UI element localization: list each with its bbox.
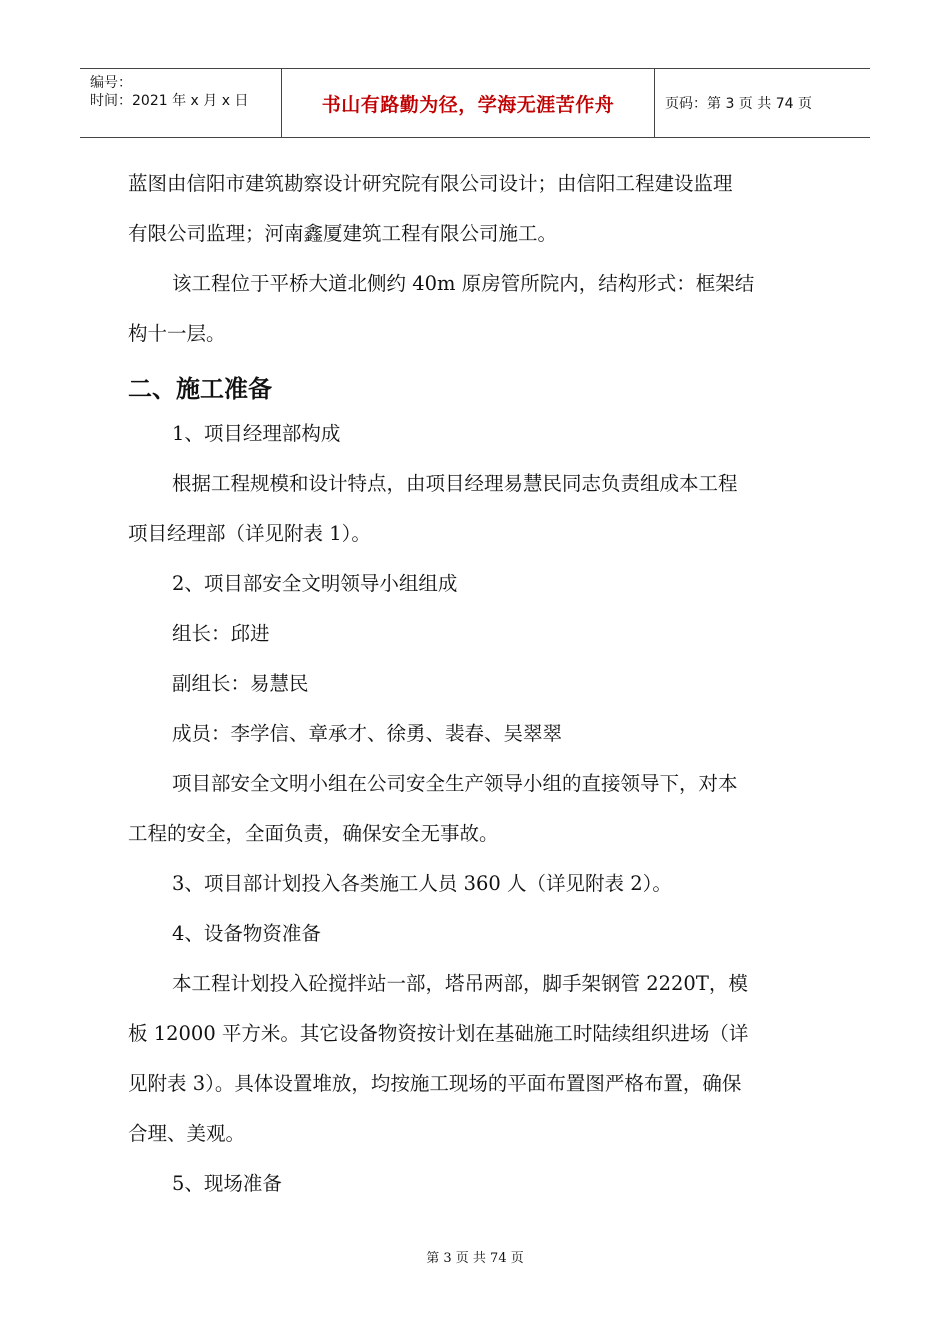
subsection-title: 5、现场准备 [172, 1172, 282, 1195]
page-footer: 第 3 页 共 74 页 [426, 1251, 524, 1266]
body-line: 项目部安全文明小组在公司安全生产领导小组的直接领导下，对本 [172, 772, 738, 795]
header-page-code: 页码：第 3 页 共 74 页 [665, 96, 812, 112]
header-motto-cell [282, 69, 655, 137]
subsection-title: 1、项目经理部构成 [172, 422, 341, 445]
subsection-title: 2、项目部安全文明领导小组组成 [172, 572, 458, 595]
subsection-title: 3、项目部计划投入各类施工人员 360 人（详见附表 2）。 [172, 872, 672, 895]
header-info-cell [80, 69, 282, 137]
document-date: 时间：2021 年 x 月 x 日 [90, 93, 249, 109]
body-line: 工程的安全，全面负责，确保安全无事故。 [128, 822, 499, 845]
body-line: 该工程位于平桥大道北侧约 40m 原房管所院内，结构形式：框架结 [172, 272, 755, 295]
motto: 书山有路勤为径，学海无涯苦作舟 [321, 93, 615, 116]
body-line: 副组长：易慧民 [172, 672, 309, 695]
page-header [80, 68, 870, 138]
body-line: 见附表 3）。具体设置堆放，均按施工现场的平面布置图严格布置，确保 [128, 1072, 742, 1095]
body-line: 组长：邱进 [172, 622, 270, 645]
body-line: 构十一层。 [128, 322, 226, 345]
body-line: 板 12000 平方米。其它设备物资按计划在基础施工时陆续组织进场（详 [128, 1022, 749, 1045]
subsection-title: 4、设备物资准备 [172, 922, 321, 945]
body-line: 根据工程规模和设计特点，由项目经理易慧民同志负责组成本工程 [172, 472, 738, 495]
body-line: 成员：李学信、章承才、徐勇、裴春、吴翠翠 [172, 722, 563, 745]
section-heading: 二、施工准备 [128, 375, 272, 403]
document-number: 编号： [90, 75, 132, 91]
body-line: 合理、美观。 [128, 1122, 246, 1145]
body-line: 蓝图由信阳市建筑勘察设计研究院有限公司设计；由信阳工程建设监理 [128, 172, 733, 195]
body-line: 本工程计划投入砼搅拌站一部，塔吊两部，脚手架钢管 2220T，模 [172, 972, 748, 995]
body-line: 有限公司监理；河南鑫厦建筑工程有限公司施工。 [128, 222, 558, 245]
body-line: 项目经理部（详见附表 1）。 [128, 522, 371, 545]
